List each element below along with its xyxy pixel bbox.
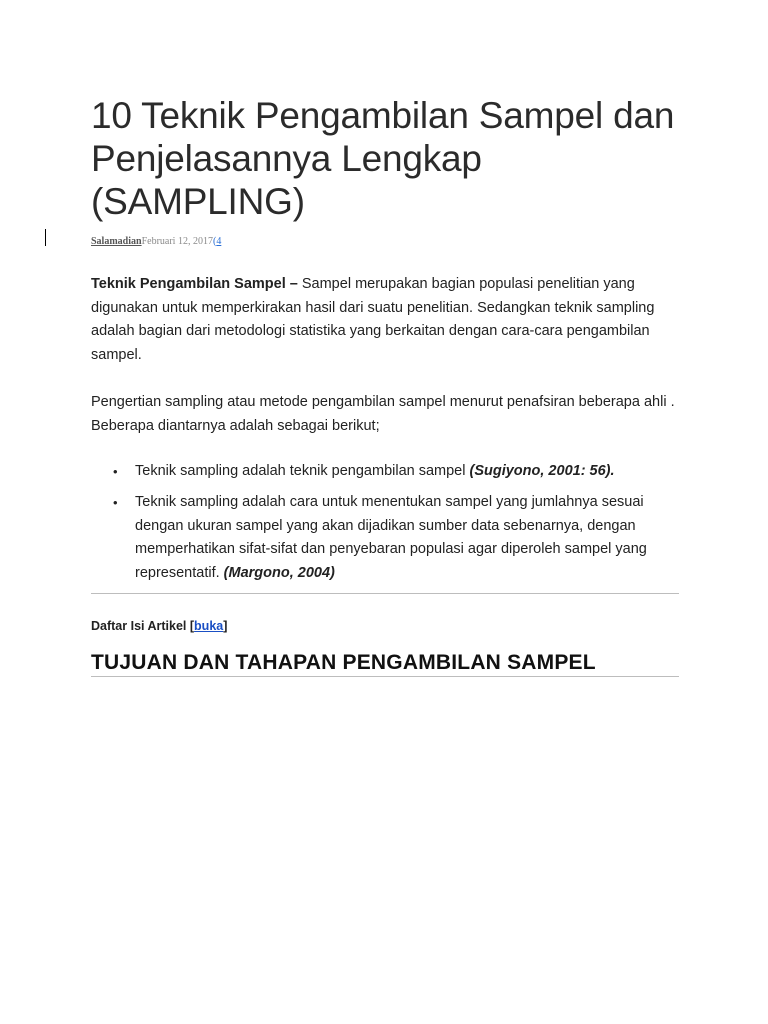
article-title: 10 Teknik Pengambilan Sampel dan Penjelasannya Lengkap (SAMPLING): [91, 95, 675, 222]
article-meta: [91, 235, 679, 249]
divider: [91, 676, 679, 677]
comments-bracket: (: [212, 236, 217, 247]
section-heading: TUJUAN DAN TAHAPAN PENGAMBILAN SAMPEL: [91, 650, 596, 674]
list-item: [135, 460, 679, 484]
divider: [91, 593, 679, 594]
definition-text: Teknik sampling adalah teknik pengambilan sampel: [135, 463, 470, 480]
post-date: Februari 12, 2017: [141, 236, 213, 247]
toc-close-bracket: ]: [223, 618, 228, 633]
intro-paragraph: [91, 273, 679, 368]
intro-lead: Teknik Pengambilan Sampel –: [91, 276, 298, 292]
article: [91, 94, 679, 677]
table-of-contents-toggle: [91, 618, 679, 634]
list-item: [135, 491, 679, 586]
text-cursor: [45, 229, 46, 246]
comments-count-link[interactable]: 4: [216, 236, 222, 247]
toc-open-link[interactable]: buka: [194, 618, 224, 633]
definition-citation: (Sugiyono, 2001: 56).: [469, 463, 615, 480]
definition-text: Teknik sampling adalah cara untuk menentukan sampel yang jumlahnya sesuai dengan ukuran sampel yang akan dijadikan sumber data sebenarnya, dengan memperhatikan sifat-sifat dan penyebaran populasi agar diperoleh sampel yang representatif.: [135, 493, 647, 582]
intro-text: Sampel merupakan bagian populasi penelitian yang digunakan untuk memperkirakan hasil dari suatu penelitian. Sedangkan teknik sampling adalah bagian dari metodologi statistika yang berkaitan dengan cara-cara pengambilan sampel.: [91, 276, 655, 364]
author-link[interactable]: Salamadian: [91, 236, 142, 247]
toc-label: Daftar Isi Artikel [: [91, 618, 195, 633]
definition-intro-paragraph: Pengertian sampling atau metode pengambilan sampel menurut penafsiran beberapa ahli . Beberapa diantarnya adalah sebagai berikut;: [91, 393, 675, 434]
definition-citation: (Margono, 2004): [223, 565, 335, 582]
definitions-list: [91, 460, 679, 586]
